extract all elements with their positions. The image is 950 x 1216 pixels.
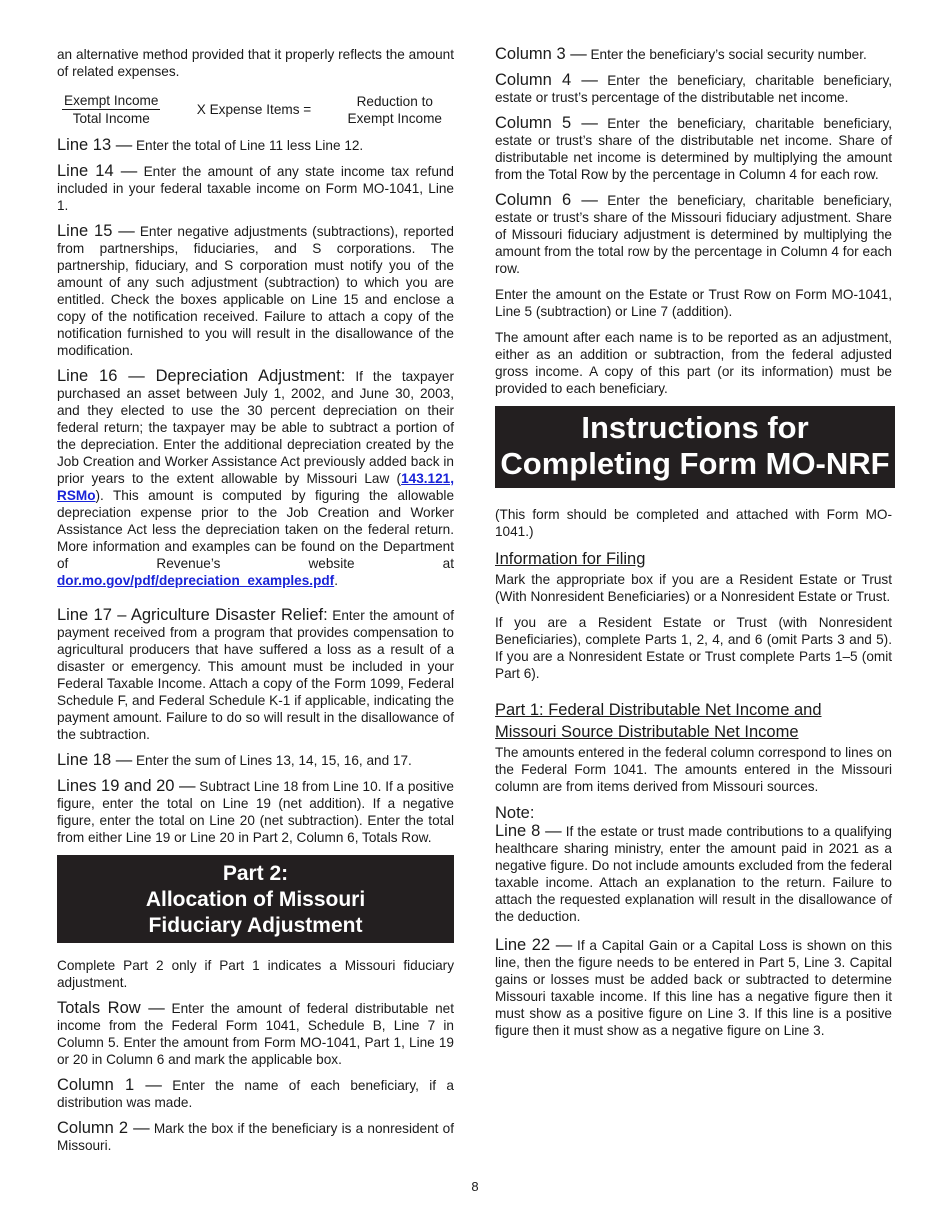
column4-paragraph [495,72,892,106]
nrf-intro: (This form should be completed and attached with Form MO-1041.) [495,507,892,539]
line8-lead: Line 8 — [495,822,562,840]
right-column [495,46,892,1048]
part2-intro: Complete Part 2 only if Part 1 indicates a Missouri fiduciary adjustment. [57,958,454,990]
line8-text: If the estate or trust made contributions to a qualifying healthcare sharing ministry, enter the amount paid in 2021 as a negative figure. Do not include amounts excluded from the federal taxable income. Attach an explanation to the return. Failure to attach the requested explanation will result in the disallowance of the deduction. [495,824,892,924]
line15-lead: Line 15 — [57,222,135,240]
line15-text: Enter negative adjustments (subtractions), reported from partnerships, fiduciaries, and S corporations. The partnership, fiduciary, and S corporation must notify you of the amount of any such adjustment (subtraction) to which you are entitled. Check the boxes applicable on Line 15 and enclose a copy of the notification received. Failure to attach a copy of the notification furnished to you will result in the disallowance of the modification. [57,224,454,358]
line16-lead: Line 16 — Depreciation Adjustment: [57,367,346,385]
part1-heading-line2: Missouri Source Distributable Net Income [495,723,799,741]
info-filing-p1: Mark the appropriate box if you are a Resident Estate or Trust (With Nonresident Beneficiaries) or a Nonresident Estate or Trust. [495,572,892,604]
info-filing-heading: Information for Filing [495,550,646,568]
line17-text: Enter the amount of payment received from a program that provides compensation to agricultural producers that have suffered a loss as a result of a disaster or emergency. This amount must be included in your Federal Taxable Income. Attach a copy of the Form 1099, Federal Schedule F, and Federal Schedule K-1 if applicable, indicating the payment amount. Failure to do so will result in the disallowance of the subtraction. [57,608,454,742]
page-number: 8 [471,1179,479,1194]
column2-lead: Column 2 — [57,1119,150,1137]
totals-text: Enter the amount of federal distributable net income from the Federal Form 1041, Schedule B, Line 7 in Column 5. Enter the amount from Form MO-1041, Part 1, Line 19 or 20 in Column 6 and mark the applicable box. [57,1001,455,1067]
line13-paragraph [57,137,454,154]
line13-lead: Line 13 — [57,136,133,154]
line18-paragraph [57,752,454,769]
part2-banner-line3: Fiduciary Adjustment [148,914,363,937]
enter-estate-paragraph: Enter the amount on the Estate or Trust Row on Form MO-1041, Line 5 (subtraction) or Line 7 (addition). [495,287,892,319]
line15-paragraph [57,223,454,359]
line22-lead: Line 22 — [495,936,573,954]
note-label: Note: [495,804,535,822]
formula-result-line1: Reduction to [356,93,433,109]
fraction-denominator: Total Income [72,111,150,126]
intro-paragraph: an alternative method provided that it properly reflects the amount of related expenses. [57,47,454,79]
column6-paragraph [495,192,892,277]
line8-paragraph [495,823,892,925]
column1-text: Enter the name of each beneficiary, if a distribution was made. [57,1078,454,1110]
part2-banner [57,855,454,943]
column2-text: Mark the box if the beneficiary is a nonresident of Missouri. [57,1121,454,1153]
depreciation-examples-link[interactable]: dor.mo.gov/pdf/depreciation_examples.pdf [57,573,335,588]
formula-operator: X Expense Items = [196,102,312,117]
line16-text1: If the taxpayer purchased an asset between July 1, 2002, and June 30, 2003, and they elected to use the 30 percent depreciation on their federal return; the taxpayer may be able to subtract a portion of the depreciation. Enter the additional depreciation created by the Job Creation and Worker Assistance Act previously added back in prior years to the extent allowable by Missouri Law ( [57,369,454,486]
column3-paragraph [495,46,892,63]
rsmo-link[interactable]: 143.121, RSMo [57,471,454,503]
expense-formula [57,89,442,127]
column3-lead: Column 3 — [495,45,587,63]
column5-lead: Column 5 — [495,114,598,132]
line17-paragraph [57,607,454,743]
line22-paragraph [495,937,892,1039]
column2-paragraph [57,1120,454,1154]
line16-text3: . [334,573,338,588]
line18-text: Enter the sum of Lines 13, 14, 15, 16, and 17. [132,753,412,768]
line18-lead: Line 18 — [57,751,133,769]
column1-lead: Column 1 — [57,1076,162,1094]
column3-text: Enter the beneficiary’s social security number. [586,47,867,62]
mo-nrf-banner-line2: Completing Form MO-NRF [500,446,890,481]
line14-lead: Line 14 — [57,162,138,180]
column5-paragraph [495,115,892,183]
line16-paragraph [57,368,454,589]
column5-text: Enter the beneficiary, charitable beneficiary, estate or trust’s share of the distributable net income. Share of distributable net income is determined by multiplying the amount from the Total Row by the percentage in Column 4 for each row. [495,116,893,182]
income-fraction [62,92,160,127]
part1-heading-line1: Part 1: Federal Distributable Net Income and [495,701,822,719]
info-filing-p2: If you are a Resident Estate or Trust (with Nonresident Beneficiaries), complete Parts 1, 2, 4, and 6 (omit Parts 3 and 5). If you are a Nonresident Estate or Trust complete Parts 1–5 (omit Part 6). [495,615,892,681]
column1-paragraph [57,1077,454,1111]
part2-banner-line2: Allocation of Missouri [145,888,366,911]
line14-text: Enter the amount of any state income tax refund included in your federal taxable income on Form MO-1041, Line 1. [57,164,454,213]
line17-lead: Line 17 – Agriculture Disaster Relief: [57,606,328,624]
fraction-numerator: Exempt Income [64,93,159,108]
line1920-text: Subtract Line 18 from Line 10. If a positive figure, enter the total on Line 19 (net addition). If a negative figure, enter the total on Line 20 (net subtraction). Enter the total from either Line 19 or Line 20 in Part 2, Column 6, Totals Row. [57,779,454,845]
totals-lead: Totals Row — [57,999,165,1017]
line1920-paragraph [57,778,454,846]
part2-banner-line1: Part 2: [222,862,289,885]
line1920-lead: Lines 19 and 20 — [57,777,196,795]
totals-row-paragraph [57,1000,454,1068]
mo-nrf-banner-line1: Instructions for [581,410,809,445]
line16-text2: ). This amount is computed by figuring the allowable depreciation expense prior to the Job Creation and Worker Assistance Act less the depreciation taken on the federal return. More information and examples can be found on the Department of Revenue’s website at [57,488,454,571]
line14-paragraph [57,163,454,214]
part1-text: The amounts entered in the federal column correspond to lines on the Federal Form 1041. The amounts entered in the Missouri column are from items derived from Missouri sources. [495,745,892,794]
formula-result [348,93,442,127]
column4-lead: Column 4 — [495,71,598,89]
column6-lead: Column 6 — [495,191,598,209]
mo-nrf-banner [495,406,895,488]
formula-result-line2: Exempt Income [347,110,442,126]
line22-text: If a Capital Gain or a Capital Loss is shown on this line, then the figure needs to be entered in Part 5, Line 3. Capital gains or losses must be added back or subtracted to determine Missouri taxable income. If this line has a negative figure then it must show as a positive figure on Line 3. If this line is a positive figure then it must show as a negative figure on Line 3. [495,938,893,1038]
column6-text: Enter the beneficiary, charitable beneficiary, estate or trust’s share of the Missouri fiduciary adjustment. Share of Missouri fiduciary adjustment is determined by multiplying the amount from the total row by the percentage in Column 4 for each row. [495,193,893,276]
left-column [57,46,454,1163]
amount-after-paragraph: The amount after each name is to be reported as an adjustment, either as an addition or subtraction, from the federal adjusted gross income. A copy of this part (or its information) must be provided to each beneficiary. [495,330,892,396]
column4-text: Enter the beneficiary, charitable beneficiary, estate or trust’s percentage of the distributable net income. [495,73,893,105]
line13-text: Enter the total of Line 11 less Line 12. [132,138,364,153]
